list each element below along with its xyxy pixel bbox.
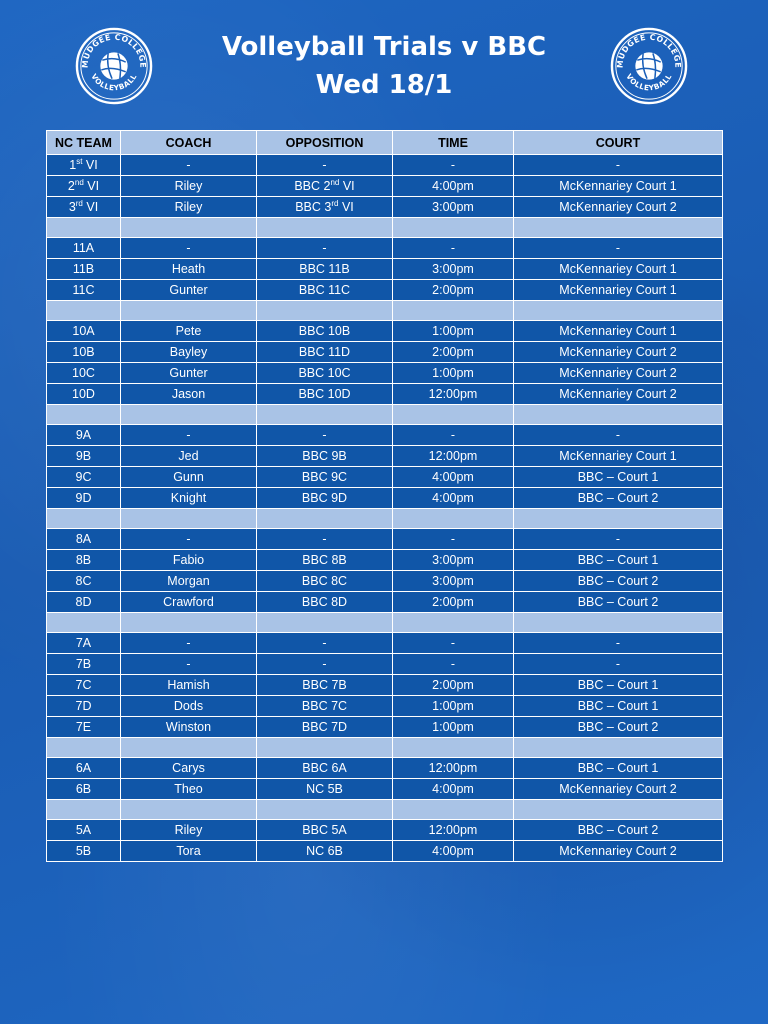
cell-coach: Riley xyxy=(121,176,257,197)
table-row xyxy=(47,550,723,571)
spacer-cell xyxy=(121,405,257,425)
cell-time: 1:00pm xyxy=(393,717,514,738)
cell-coach: Riley xyxy=(121,820,257,841)
spacer-cell xyxy=(257,301,393,321)
spacer-cell xyxy=(393,613,514,633)
spacer-cell xyxy=(47,738,121,758)
table-row xyxy=(47,446,723,467)
cell-time: 4:00pm xyxy=(393,488,514,509)
cell-court: BBC – Court 2 xyxy=(514,717,723,738)
cell-time: 12:00pm xyxy=(393,384,514,405)
cell-team: 8C xyxy=(47,571,121,592)
table-row xyxy=(47,654,723,675)
spacer-cell xyxy=(393,800,514,820)
cell-time: 1:00pm xyxy=(393,696,514,717)
cell-court: - xyxy=(514,425,723,446)
spacer-cell xyxy=(257,800,393,820)
spacer-cell xyxy=(47,218,121,238)
table-row xyxy=(47,425,723,446)
cell-coach: Theo xyxy=(121,779,257,800)
cell-time: 3:00pm xyxy=(393,197,514,218)
spacer-row xyxy=(47,405,723,425)
cell-opposition: BBC 7B xyxy=(257,675,393,696)
header-coach: COACH xyxy=(121,131,257,155)
spacer-row xyxy=(47,218,723,238)
cell-team: 8A xyxy=(47,529,121,550)
cell-team: 6B xyxy=(47,779,121,800)
cell-coach: Dods xyxy=(121,696,257,717)
cell-team: 7A xyxy=(47,633,121,654)
spacer-cell xyxy=(393,738,514,758)
cell-opposition: - xyxy=(257,425,393,446)
cell-court: BBC – Court 2 xyxy=(514,592,723,613)
cell-opposition: BBC 8D xyxy=(257,592,393,613)
cell-team: 9C xyxy=(47,467,121,488)
cell-court: McKennariey Court 2 xyxy=(514,384,723,405)
cell-team: 7C xyxy=(47,675,121,696)
cell-time: 12:00pm xyxy=(393,758,514,779)
cell-team: 10A xyxy=(47,321,121,342)
table-row xyxy=(47,363,723,384)
cell-opposition: BBC 10B xyxy=(257,321,393,342)
cell-coach: Fabio xyxy=(121,550,257,571)
cell-coach: - xyxy=(121,654,257,675)
cell-time: 3:00pm xyxy=(393,259,514,280)
table-header-row xyxy=(47,131,723,155)
spacer-cell xyxy=(257,405,393,425)
table-row xyxy=(47,717,723,738)
cell-opposition: BBC 7D xyxy=(257,717,393,738)
cell-opposition: BBC 2nd VI xyxy=(257,176,393,197)
spacer-cell xyxy=(47,301,121,321)
cell-time: 1:00pm xyxy=(393,363,514,384)
cell-coach: - xyxy=(121,425,257,446)
cell-court: - xyxy=(514,155,723,176)
header-time: TIME xyxy=(393,131,514,155)
spacer-cell xyxy=(257,218,393,238)
cell-team: 7B xyxy=(47,654,121,675)
table-row xyxy=(47,758,723,779)
cell-coach: Knight xyxy=(121,488,257,509)
cell-court: BBC – Court 1 xyxy=(514,467,723,488)
spacer-cell xyxy=(47,613,121,633)
spacer-cell xyxy=(514,218,723,238)
header-opposition: OPPOSITION xyxy=(257,131,393,155)
cell-team: 9D xyxy=(47,488,121,509)
cell-opposition: BBC 9D xyxy=(257,488,393,509)
cell-team: 10D xyxy=(47,384,121,405)
cell-team: 5B xyxy=(47,841,121,862)
table-row xyxy=(47,571,723,592)
spacer-cell xyxy=(257,509,393,529)
spacer-cell xyxy=(121,613,257,633)
cell-opposition: BBC 10C xyxy=(257,363,393,384)
cell-opposition: BBC 8C xyxy=(257,571,393,592)
cell-coach: Gunter xyxy=(121,280,257,301)
spacer-cell xyxy=(514,738,723,758)
cell-coach: Heath xyxy=(121,259,257,280)
cell-opposition: - xyxy=(257,529,393,550)
cell-team: 11B xyxy=(47,259,121,280)
cell-court: McKennariey Court 2 xyxy=(514,841,723,862)
spacer-cell xyxy=(121,301,257,321)
cell-opposition: NC 6B xyxy=(257,841,393,862)
cell-coach: Gunter xyxy=(121,363,257,384)
title-line-1: Volleyball Trials v BBC xyxy=(221,32,547,62)
cell-court: - xyxy=(514,654,723,675)
table-row xyxy=(47,342,723,363)
cell-court: McKennariey Court 1 xyxy=(514,259,723,280)
header-nc-team: NC TEAM xyxy=(47,131,121,155)
spacer-cell xyxy=(121,800,257,820)
cell-coach: Winston xyxy=(121,717,257,738)
cell-team: 8B xyxy=(47,550,121,571)
svg-text:VOLLEYBALL: VOLLEYBALL xyxy=(89,72,139,93)
cell-time: 2:00pm xyxy=(393,342,514,363)
table-row xyxy=(47,633,723,654)
cell-court: BBC – Court 1 xyxy=(514,696,723,717)
spacer-cell xyxy=(121,509,257,529)
cell-coach: Hamish xyxy=(121,675,257,696)
table-row xyxy=(47,488,723,509)
cell-court: BBC – Court 1 xyxy=(514,550,723,571)
cell-opposition: - xyxy=(257,155,393,176)
cell-opposition: BBC 9B xyxy=(257,446,393,467)
cell-opposition: NC 5B xyxy=(257,779,393,800)
cell-team: 11A xyxy=(47,238,121,259)
spacer-row xyxy=(47,800,723,820)
spacer-cell xyxy=(47,800,121,820)
cell-court: - xyxy=(514,529,723,550)
cell-coach: - xyxy=(121,529,257,550)
cell-opposition: - xyxy=(257,654,393,675)
cell-coach: Bayley xyxy=(121,342,257,363)
schedule-table xyxy=(46,130,723,862)
cell-court: McKennariey Court 1 xyxy=(514,176,723,197)
cell-opposition: BBC 5A xyxy=(257,820,393,841)
cell-court: McKennariey Court 1 xyxy=(514,280,723,301)
table-row xyxy=(47,675,723,696)
spacer-row xyxy=(47,738,723,758)
table-row xyxy=(47,197,723,218)
cell-team: 10C xyxy=(47,363,121,384)
cell-team: 3rd VI xyxy=(47,197,121,218)
table-row xyxy=(47,321,723,342)
cell-team: 9A xyxy=(47,425,121,446)
cell-time: - xyxy=(393,425,514,446)
cell-time: 4:00pm xyxy=(393,779,514,800)
cell-time: 12:00pm xyxy=(393,446,514,467)
svg-text:MUDGEE COLLEGE: MUDGEE COLLEGE xyxy=(615,32,683,69)
cell-team: 8D xyxy=(47,592,121,613)
cell-time: - xyxy=(393,633,514,654)
cell-team: 7E xyxy=(47,717,121,738)
spacer-cell xyxy=(514,301,723,321)
spacer-cell xyxy=(393,405,514,425)
cell-court: BBC – Court 2 xyxy=(514,488,723,509)
cell-time: 12:00pm xyxy=(393,820,514,841)
cell-coach: Carys xyxy=(121,758,257,779)
cell-opposition: BBC 8B xyxy=(257,550,393,571)
schedule-body xyxy=(47,155,723,862)
cell-opposition: - xyxy=(257,238,393,259)
cell-opposition: BBC 11C xyxy=(257,280,393,301)
spacer-cell xyxy=(257,738,393,758)
spacer-cell xyxy=(514,800,723,820)
svg-text:MUDGEE COLLEGE: MUDGEE COLLEGE xyxy=(80,32,148,69)
cell-time: 4:00pm xyxy=(393,467,514,488)
header-court: COURT xyxy=(514,131,723,155)
cell-coach: - xyxy=(121,238,257,259)
spacer-cell xyxy=(257,613,393,633)
title-line-2: Wed 18/1 xyxy=(315,70,453,100)
cell-team: 9B xyxy=(47,446,121,467)
cell-team: 10B xyxy=(47,342,121,363)
cell-court: McKennariey Court 1 xyxy=(514,321,723,342)
spacer-row xyxy=(47,509,723,529)
table-row xyxy=(47,176,723,197)
table-row xyxy=(47,155,723,176)
cell-court: McKennariey Court 2 xyxy=(514,342,723,363)
cell-time: 1:00pm xyxy=(393,321,514,342)
cell-opposition: BBC 3rd VI xyxy=(257,197,393,218)
spacer-cell xyxy=(514,405,723,425)
cell-coach: Tora xyxy=(121,841,257,862)
cell-time: - xyxy=(393,155,514,176)
cell-coach: - xyxy=(121,633,257,654)
spacer-cell xyxy=(514,613,723,633)
table-row xyxy=(47,384,723,405)
table-row xyxy=(47,841,723,862)
cell-court: McKennariey Court 2 xyxy=(514,779,723,800)
spacer-cell xyxy=(393,218,514,238)
spacer-row xyxy=(47,301,723,321)
cell-time: 4:00pm xyxy=(393,176,514,197)
table-row xyxy=(47,280,723,301)
table-row xyxy=(47,696,723,717)
cell-opposition: BBC 11B xyxy=(257,259,393,280)
cell-time: 2:00pm xyxy=(393,592,514,613)
cell-time: 4:00pm xyxy=(393,841,514,862)
svg-text:VOLLEYBALL: VOLLEYBALL xyxy=(624,72,674,93)
cell-court: - xyxy=(514,238,723,259)
cell-court: BBC – Court 1 xyxy=(514,758,723,779)
cell-court: BBC – Court 1 xyxy=(514,675,723,696)
cell-opposition: BBC 9C xyxy=(257,467,393,488)
cell-team: 6A xyxy=(47,758,121,779)
spacer-cell xyxy=(47,509,121,529)
table-row xyxy=(47,592,723,613)
cell-opposition: BBC 6A xyxy=(257,758,393,779)
cell-court: McKennariey Court 1 xyxy=(514,446,723,467)
table-row xyxy=(47,820,723,841)
cell-team: 11C xyxy=(47,280,121,301)
cell-coach: Jed xyxy=(121,446,257,467)
cell-coach: Gunn xyxy=(121,467,257,488)
table-row xyxy=(47,238,723,259)
cell-time: 2:00pm xyxy=(393,675,514,696)
cell-coach: Jason xyxy=(121,384,257,405)
cell-time: - xyxy=(393,529,514,550)
cell-team: 5A xyxy=(47,820,121,841)
cell-time: 3:00pm xyxy=(393,550,514,571)
cell-coach: - xyxy=(121,155,257,176)
cell-opposition: BBC 10D xyxy=(257,384,393,405)
cell-coach: Morgan xyxy=(121,571,257,592)
spacer-cell xyxy=(514,509,723,529)
cell-court: BBC – Court 2 xyxy=(514,820,723,841)
table-row xyxy=(47,529,723,550)
cell-team: 2nd VI xyxy=(47,176,121,197)
cell-team: 7D xyxy=(47,696,121,717)
cell-opposition: BBC 7C xyxy=(257,696,393,717)
cell-time: - xyxy=(393,654,514,675)
cell-coach: Riley xyxy=(121,197,257,218)
spacer-cell xyxy=(393,301,514,321)
table-row xyxy=(47,779,723,800)
cell-opposition: BBC 11D xyxy=(257,342,393,363)
table-row xyxy=(47,259,723,280)
spacer-row xyxy=(47,613,723,633)
cell-time: - xyxy=(393,238,514,259)
cell-court: - xyxy=(514,633,723,654)
cell-court: McKennariey Court 2 xyxy=(514,197,723,218)
table-row xyxy=(47,467,723,488)
cell-court: BBC – Court 2 xyxy=(514,571,723,592)
cell-court: McKennariey Court 2 xyxy=(514,363,723,384)
spacer-cell xyxy=(121,738,257,758)
page-title xyxy=(0,28,768,104)
spacer-cell xyxy=(47,405,121,425)
cell-coach: Pete xyxy=(121,321,257,342)
spacer-cell xyxy=(121,218,257,238)
spacer-cell xyxy=(393,509,514,529)
cell-opposition: - xyxy=(257,633,393,654)
cell-coach: Crawford xyxy=(121,592,257,613)
cell-team: 1st VI xyxy=(47,155,121,176)
cell-time: 3:00pm xyxy=(393,571,514,592)
cell-time: 2:00pm xyxy=(393,280,514,301)
